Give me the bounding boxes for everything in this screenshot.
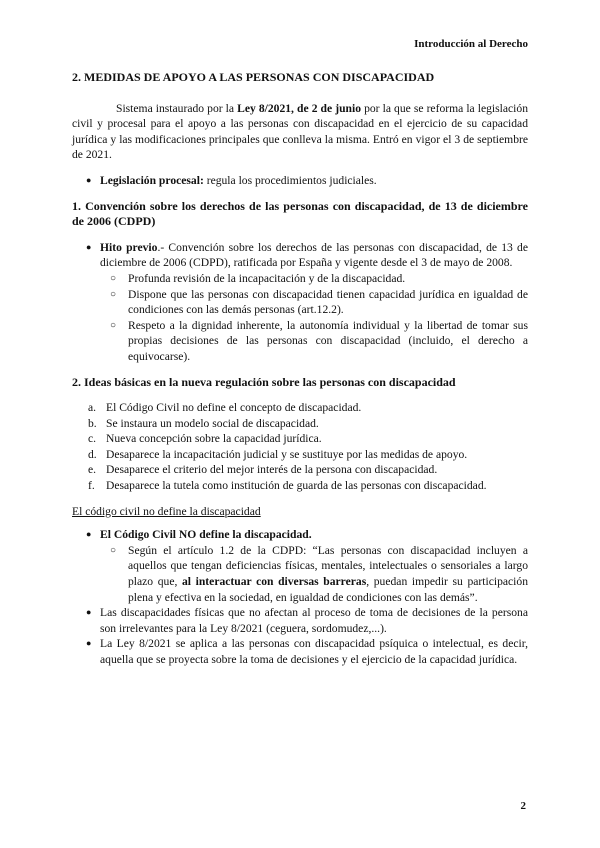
list-item-text: Desaparece el criterio del mejor interés de la persona con discapacidad. [106,463,438,477]
list-marker: c. [88,432,97,446]
list-marker: b. [88,416,97,430]
list-item [72,173,528,189]
codigo-subitems [100,543,528,605]
list-marker: d. [88,447,97,461]
ideas-list [72,400,528,494]
page-number: 2 [520,800,526,812]
procesal-text: regula los procedimientos judiciales. [203,173,377,187]
list-item-text: Desaparece la incapacitación judicial y se sustituye por las medidas de apoyo. [106,447,468,461]
list-item-text: Nueva concepción sobre la capacidad jurídica. [106,432,322,446]
quote-text-pre: Según el artículo 1.2 de la CDPD: “Las personas con discapacidad incluyen a aquellos que tengan deficiencias físicas, mentales, intelectuales o sensoriales a largo plazo que, [128,543,528,589]
list-item [72,478,528,494]
quote-text-post: , puedan impedir su participación plena y efectiva en la sociedad, en igualdad de condiciones con las demás”. [128,575,528,604]
procesal-label: Legislación procesal: [100,173,204,187]
list-item [72,527,528,605]
list-item: ○ Dispone que las personas con discapacidad tienen capacidad jurídica en igualdad de condiciones con las demás personas (art.12.2). [100,287,528,318]
codigo-subheading: El código civil no define la discapacidad [72,504,261,518]
hito-list [72,240,528,365]
list-item-text: Se instaura un modelo social de discapacidad. [106,416,319,430]
codigo-bullet-1: El Código Civil NO define la discapacidad. [100,528,312,542]
list-item [72,447,528,463]
intro-paragraph [72,101,528,163]
list-item: ● La Ley 8/2021 se aplica a las personas con discapacidad psíquica o intelectual, es decir, aquella que se proyecta sobre la toma de decisiones y el ejercicio de la capacidad jurídica. [72,636,528,667]
hito-label: Hito previo [100,240,158,254]
list-item: ○ Profunda revisión de la incapacitación y de la discapacidad. [100,271,528,287]
list-marker: f. [88,479,95,493]
intro-text-post: por la que se reforma la legislación civil y procesal para el apoyo a las personas con discapacidad en el ejercicio de su capacidad jurídica y las modificaciones principales que conlleva la misma. Entró en vigor el 3 de septiembre de 2021. [72,101,528,162]
codigo-list [72,527,528,667]
list-item: ○ Respeto a la dignidad inherente, la autonomía individual y la libertad de tomar sus propias decisiones de las personas con discapacidad (incluido, el derecho a equivocarse). [100,318,528,365]
section-title: 2. MEDIDAS DE APOYO A LAS PERSONAS CON DISCAPACIDAD [72,70,435,84]
list-marker: a. [88,401,97,415]
list-item [72,431,528,447]
list-item [72,240,528,365]
ideas-heading: 2. Ideas básicas en la nueva regulación sobre las personas con discapacidad [72,374,456,389]
list-item [72,462,528,478]
quote-emphasis: al interactuar con diversas barreras [182,575,367,589]
intro-text-pre: Sistema instaurado por la [116,101,238,115]
list-item [72,400,528,416]
list-item-text: El Código Civil no define el concepto de discapacidad. [106,401,362,415]
list-item: ● Las discapacidades físicas que no afectan al proceso de toma de decisiones de la persona son irrelevantes para la Ley 8/2021 (ceguera, sordomudez,...). [72,605,528,636]
running-header: Introducción al Derecho [414,38,528,50]
page-content [72,70,528,676]
hito-text: .- Convención sobre los derechos de las personas con discapacidad, de 13 de diciembre de 2006 (CDPD), ratificada por España y vigente desde el 3 de mayo de 2008. [100,240,528,270]
procesal-list [72,173,528,189]
list-item [100,543,528,605]
list-item-text: Desaparece la tutela como institución de guarda de las personas con discapacidad. [106,479,487,493]
law-reference: Ley 8/2021, de 2 de junio [237,101,361,115]
list-item [72,416,528,432]
convention-subitems [100,271,528,365]
convention-heading: 1. Convención sobre los derechos de las personas con discapacidad, de 13 de diciembre de 2006 (CDPD) [72,198,528,229]
list-marker: e. [88,463,97,477]
